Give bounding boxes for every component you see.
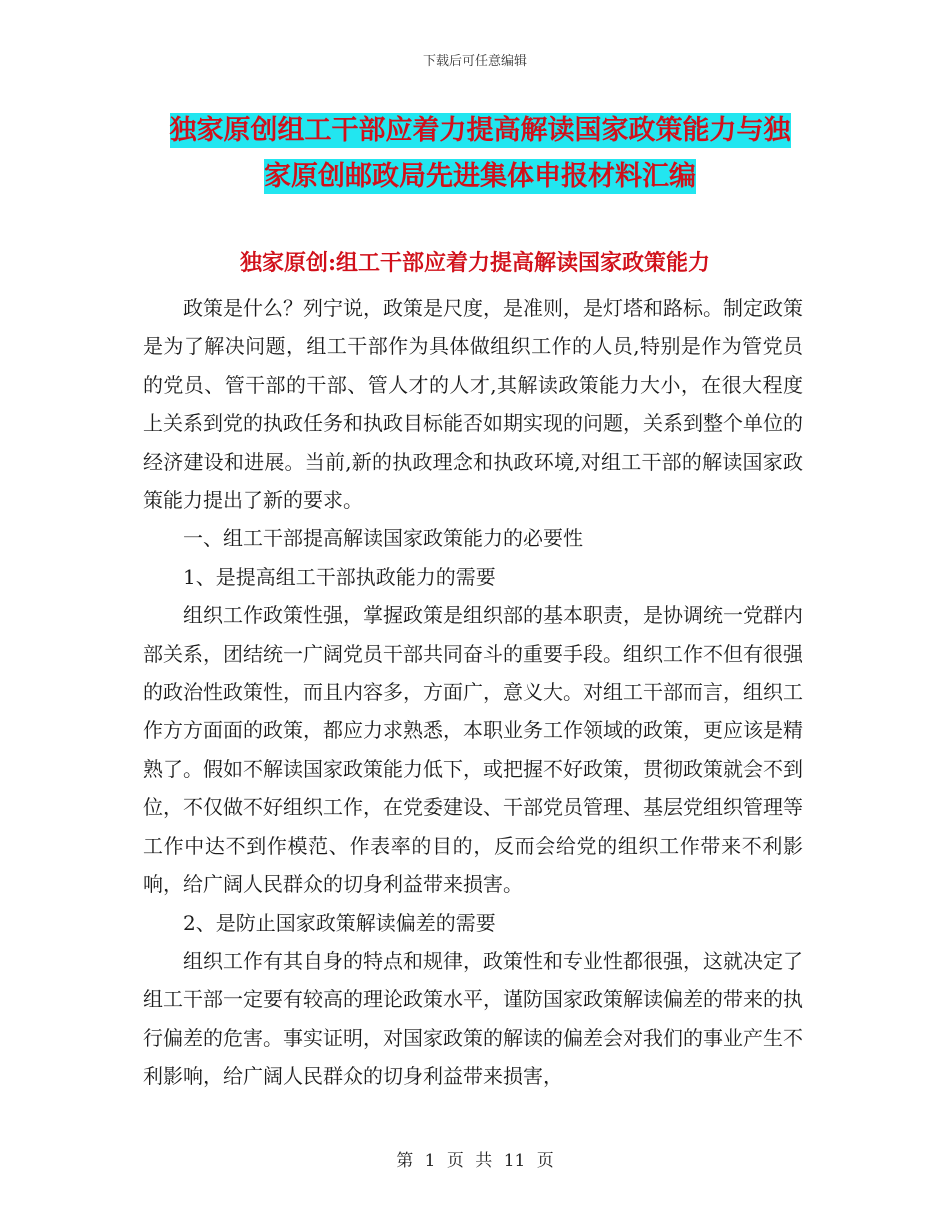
document-title-line-2: 家原创邮政局先进集体申报材料汇编: [264, 161, 696, 192]
page-footer: 第 1 页 共 11 页: [396, 1151, 554, 1171]
paragraph: 组织工作有其自身的特点和规律，政策性和专业性都很强，这就决定了组工干部一定要有较高的理论政策水平，谨防国家政策解读偏差的带来的执行偏差的危害。事实证明，对国家政策的解读的偏差会对我们的事业产生不利影响，给广阔人民群众的切身利益带来损害，: [143, 948, 803, 1089]
document-title-line-1: 独家原创组工干部应着力提高解读国家政策能力与独: [169, 115, 791, 146]
paragraph: 组织工作政策性强，掌握政策是组织部的基本职责，是协调统一党群内部关系，团结统一广阔党员干部共同奋斗的重要手段。组织工作不但有很强的政治性政策性，而且内容多，方面广，意义大。对组工干部而言，组织工作方方面面的政策，都应力求熟悉，本职业务工作领域的政策，更应该是精熟了。假如不解读国家政策能力低下，或把握不好政策，贯彻政策就会不到位，不仅做不好组织工作，在党委建设、干部党员管理、基层党组织管理等工作中达不到作模范、作表率的目的，反而会给党的组织工作带来不利影响，给广阔人民群众的切身利益带来损害。: [143, 603, 803, 897]
subheading: 2、是防止国家政策解读偏差的需要: [183, 910, 496, 935]
body-text: [143, 289, 803, 1096]
document-title: [130, 108, 830, 200]
paragraph: 政策是什么？列宁说，政策是尺度，是准则，是灯塔和路标。制定政策是为了解决问题，组工干部作为具体做组织工作的人员,特别是作为管党员的党员、管干部的干部、管人才的人才,其解读政策能力大小，在很大程度上关系到党的执政任务和执政目标能否如期实现的问题，关系到整个单位的经济建设和进展。当前,新的执政理念和执政环境,对组工干部的解读国家政策能力提出了新的要求。: [143, 296, 803, 513]
subheading: 一、组工干部提高解读国家政策能力的必要性: [183, 526, 583, 551]
page-header: 下载后可任意编辑: [422, 54, 527, 69]
subheading: 1、是提高组工干部执政能力的需要: [183, 564, 496, 589]
section-title: 独家原创:组工干部应着力提高解读国家政策能力: [239, 250, 711, 276]
